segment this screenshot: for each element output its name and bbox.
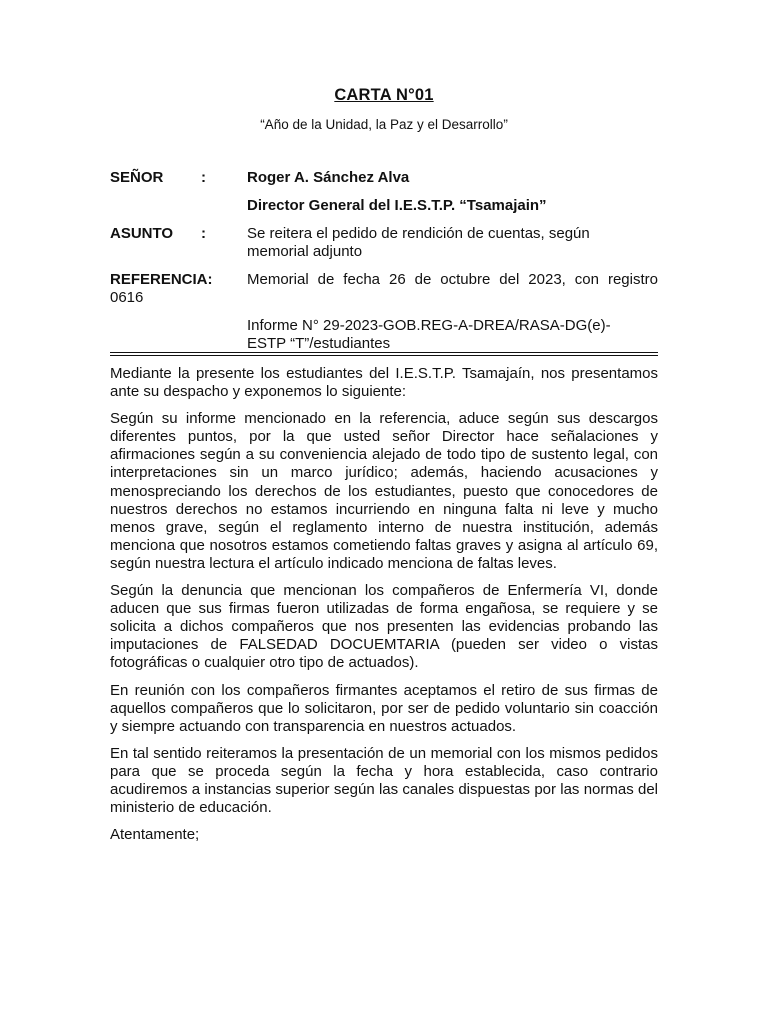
reference-line-2: 0616 bbox=[110, 289, 144, 306]
recipient-position: Director General del I.E.S.T.P. “Tsamajain” bbox=[247, 197, 547, 214]
paragraph-complaint: Según la denuncia que mencionan los compañeros de Enfermería VI, donde aducen que sus firmas fueron utilizadas de forma engañosa, se requiere y se solicita a dichos compañeros que nos presenten las evidencias probando las imputaciones de FALSEDAD DOCUEMTARIA (pueden ser video o vistas fotográficas o cualquier otro tipo de actuados). bbox=[110, 582, 658, 672]
reference-report bbox=[247, 317, 658, 353]
paragraph-conclusion: En tal sentido reiteramos la presentación de un memorial con los mismos pedidos para que se proceda según la fecha y hora establecida, caso contrario acudiremos a instancias superior según las canales dispuestas por las normas del ministerio de educación. bbox=[110, 744, 658, 817]
subject-line-1: Se reitera el pedido de rendición de cuentas, según bbox=[247, 225, 590, 242]
paragraph-intro: Mediante la presente los estudiantes del I.E.S.T.P. Tsamajaín, nos presentamos ante su despacho y exponemos lo siguiente: bbox=[110, 365, 658, 401]
paragraph-meeting: En reunión con los compañeros firmantes aceptamos el retiro de sus firmas de aquellos compañeros que lo solicitaron, por ser de pedido voluntario sin coacción y siempre actuando con transparencia en nuestros actuados. bbox=[110, 681, 658, 735]
subject-line-2: memorial adjunto bbox=[247, 243, 363, 260]
header-divider-bottom bbox=[110, 355, 658, 356]
subject-text bbox=[247, 225, 658, 261]
reference-line-1: Memorial de fecha 26 de octubre del 2023, con registro bbox=[247, 271, 658, 288]
reference-label: REFERENCIA: bbox=[110, 271, 213, 288]
letter-body bbox=[110, 365, 658, 844]
year-motto: “Año de la Unidad, la Paz y el Desarrollo” bbox=[260, 117, 508, 132]
closing: Atentamente; bbox=[110, 826, 200, 844]
reference-report-line-2: ESTP “T”/estudiantes bbox=[247, 335, 391, 352]
paragraph-report: Según su informe mencionado en la referencia, aduce según sus descargos diferentes puntos, por la que usted señor Director hace señalaciones y afirmaciones según a su conveniencia alejado de todo tipo de sustento legal, con interpretaciones sin un marco jurídico; además, haciendo acusaciones y menospreciando los derechos de los estudiantes, puesto que conocedores de nuestros derechos no estamos incurriendo en ninguna falta ni leve y mucho menos grave, según el reglamento interno de nuestra institución, además menciona que nosotros estamos cometiendo faltas graves y asigna al artículo 69, según nuestra lectura el artículo indicado menciona de faltas leves. bbox=[110, 410, 658, 572]
recipient-name: Roger A. Sánchez Alva bbox=[247, 169, 410, 186]
recipient-colon: : bbox=[201, 169, 206, 186]
header-divider-top bbox=[110, 352, 658, 353]
subject-colon: : bbox=[201, 225, 206, 242]
letter-title: CARTA N°01 bbox=[334, 86, 434, 104]
subject-label: ASUNTO bbox=[110, 225, 174, 242]
reference-report-line-1: Informe N° 29-2023-GOB.REG-A-DREA/RASA-DG(e)- bbox=[247, 317, 611, 334]
reference-row bbox=[110, 271, 658, 307]
reference-report-row bbox=[110, 317, 658, 353]
recipient-label: SEÑOR bbox=[110, 169, 164, 186]
subject-row bbox=[110, 225, 658, 261]
